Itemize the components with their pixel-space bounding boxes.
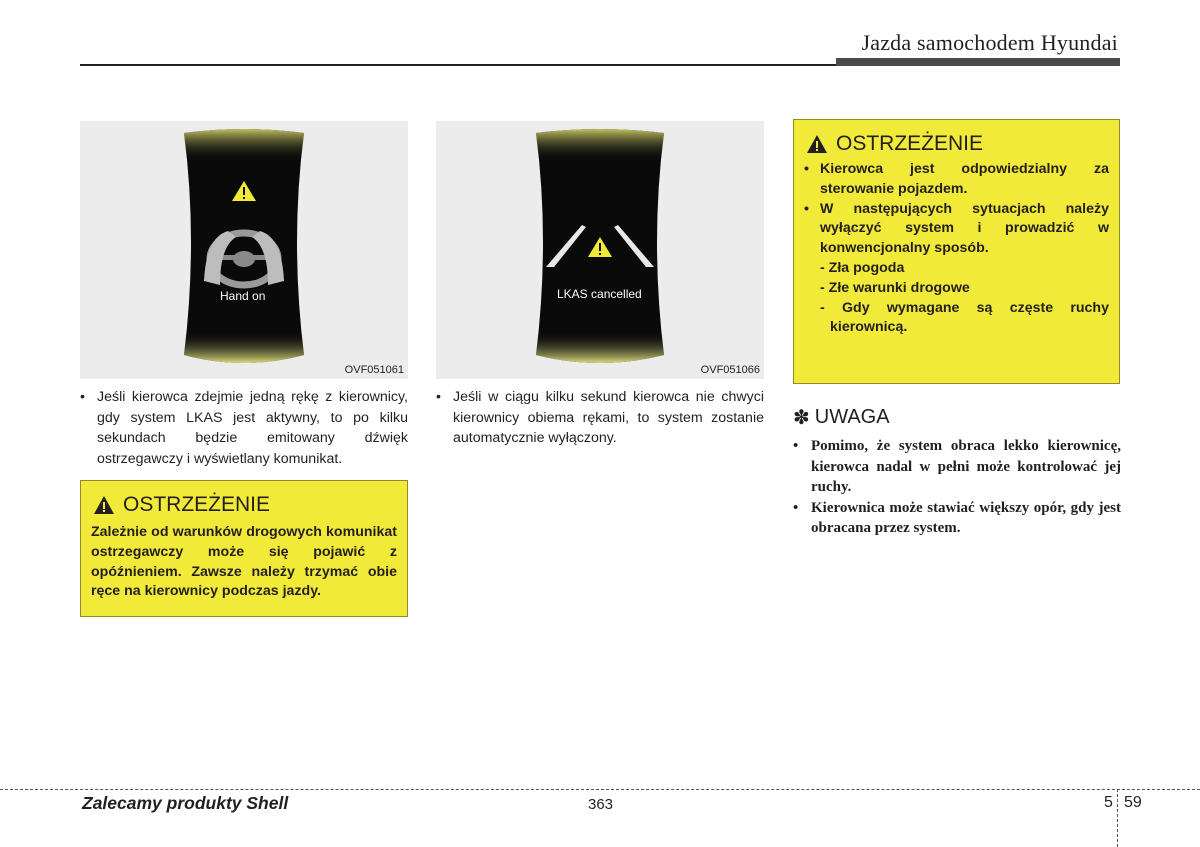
document-page-number: 363 (588, 796, 614, 813)
bullet-auto-cancel (436, 387, 764, 449)
list-item: • Pomimo, że system obraca lekko kierownicę, kierowca nadal w pełni może kontrolować jej ruchy. (793, 438, 1121, 495)
display-hand-on-illustration (80, 121, 408, 379)
list-item: • W następujących sytuacjach należy wyłączyć system i prowadzić w konwencjonalny sposób. (804, 200, 1109, 257)
figure-lkas-cancelled (436, 121, 764, 379)
warning-triangle-icon (806, 134, 828, 154)
warning-heading (806, 132, 1109, 156)
warning-box-right (793, 119, 1120, 384)
section-number: 5 (1104, 794, 1113, 811)
figure-code: OVF051061 (344, 364, 404, 376)
sub-item: - Gdy wymagane są częste ruchy kierownicą. (820, 299, 1109, 336)
warning-heading (93, 493, 397, 517)
list-item: • Kierowca jest odpowiedzialny za sterowanie pojazdem. (804, 161, 1109, 197)
warning-triangle-icon (93, 495, 115, 515)
display-lkas-cancelled-illustration (436, 121, 764, 379)
header-bar (836, 58, 1120, 66)
asterisk-icon: ✽ (793, 407, 810, 429)
header-title: Jazda samochodem Hyundai (861, 30, 1118, 55)
footer-divider (0, 789, 1200, 790)
display-message: Hand on (220, 289, 266, 303)
note-title: UWAGA (814, 406, 890, 428)
warning-list (804, 160, 1109, 338)
warning-text: Zależnie od warunków drogowych komunikat ostrzegawczy może się pojawić z opóźnieniem. Zawsze należy trzymać obie ręce na kierownicy podczas jazdy. (91, 524, 397, 600)
sub-item: - Zła pogoda (820, 259, 905, 276)
warning-title: OSTRZEŻENIE (123, 493, 271, 516)
list-item: • Kierownica może stawiać większy opór, gdy jest obracana przez system. (793, 499, 1121, 536)
warning-title: OSTRZEŻENIE (836, 132, 984, 155)
note-uwaga (793, 405, 1121, 539)
sub-item: - Złe warunki drogowe (820, 279, 970, 296)
footer-slogan: Zalecamy produkty Shell (82, 793, 289, 813)
note-heading (793, 405, 1121, 430)
bullet-symbol: • (436, 389, 441, 405)
display-message: LKAS cancelled (557, 287, 642, 301)
page-number: 59 (1124, 794, 1142, 811)
note-list (793, 436, 1121, 539)
bullet-hand-off-warning (80, 387, 408, 469)
bullet-text: Jeśli kierowca zdejmie jedną rękę z kierownicy, gdy system LKAS jest aktywny, to po kilku sekundach będzie emitowany dźwięk ostrzegawczy i wyświetlany komunikat. (97, 389, 408, 467)
bullet-text: Jeśli w ciągu kilku sekund kierowca nie chwyci kierownicy obiema rękami, to system zostanie automatycznie wyłączony. (453, 389, 764, 446)
bullet-symbol: • (80, 389, 85, 405)
figure-hand-on (80, 121, 408, 379)
figure-code: OVF051066 (700, 364, 760, 376)
warning-box-left (80, 480, 408, 617)
footer-vertical-divider (1117, 789, 1118, 847)
